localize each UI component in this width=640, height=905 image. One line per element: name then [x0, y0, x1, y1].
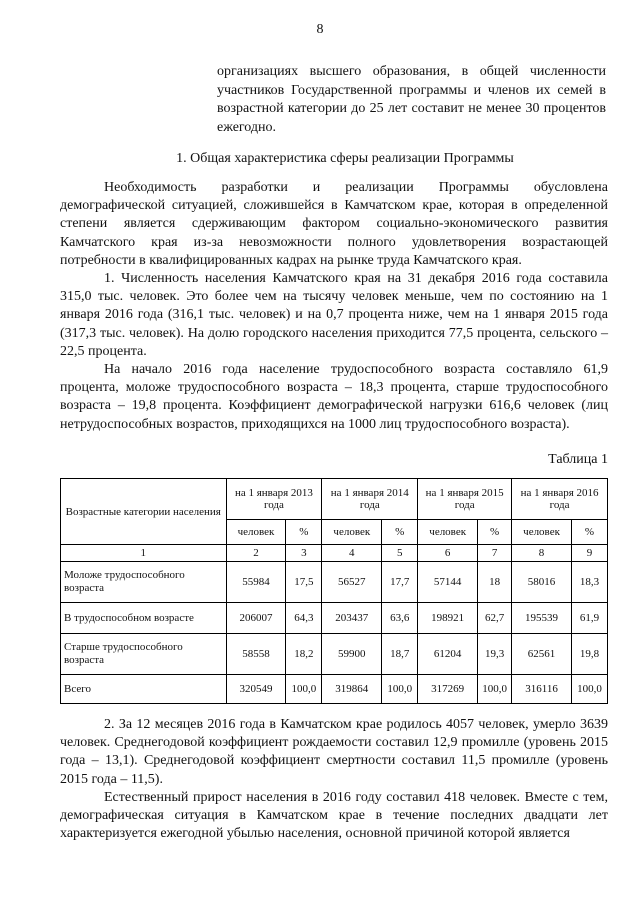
paragraph: На начало 2016 года население трудоспособного возраста составляло 61,9 процента, моложе трудоспособного возраста – 18,3 процента, старше трудоспособного возраста – 19,8 процента. Коэффициент демографической нагрузки 616,6 человек (лиц нетрудоспособных возрастов, приходящихся на 1000 лиц трудоспособного возраста).: [60, 362, 608, 432]
table-cell: 203437: [322, 603, 382, 634]
section-title: 1. Общая характеристика сферы реализации Программы: [176, 151, 514, 166]
table-cell: 100,0: [286, 675, 322, 704]
column-number: 5: [382, 545, 418, 562]
population-table: [60, 478, 608, 704]
unit-people: человек: [226, 520, 286, 545]
period-header: на 1 января 2016 года: [512, 479, 608, 520]
row-label: Старше трудоспособного возраста: [61, 634, 227, 675]
table-cell: 17,5: [286, 562, 322, 603]
table-caption: Таблица 1: [548, 452, 608, 467]
table-cell: 62561: [512, 634, 572, 675]
table-cell: 319864: [322, 675, 382, 704]
paragraph: 2. За 12 месяцев 2016 года в Камчатском крае родилось 4057 человек, умерло 3639 человек. Среднегодовой коэффициент рождаемости составил 12,9 промилле (уровень 2015 года – 13,1). Среднегодовой коэффициент смертности составил 11,5 промилле (уровень 2015 года – 11,5).: [60, 717, 608, 787]
unit-percent: %: [478, 520, 512, 545]
column-number-row: [61, 545, 608, 562]
unit-people: человек: [512, 520, 572, 545]
column-number: 9: [571, 545, 607, 562]
paragraph: 1. Численность населения Камчатского края на 31 декабря 2016 года составила 315,0 тыс. человек. Это более чем на тысячу человек меньше, чем по состоянию на 1 января 2016 года (316,1 тыс. человек) и на 0,7 процента ниже, чем на 1 января 2015 года (317,3 тыс. человек). На долю городского населения приходится 77,5 процента, сельского – 22,5 процента.: [60, 271, 608, 359]
unit-percent: %: [382, 520, 418, 545]
column-number: 7: [478, 545, 512, 562]
table-cell: 61,9: [571, 603, 607, 634]
table-cell: 56527: [322, 562, 382, 603]
column-number: 4: [322, 545, 382, 562]
category-header: Возрастные категории населения: [61, 479, 227, 545]
table-cell: 62,7: [478, 603, 512, 634]
table-row: [61, 634, 608, 675]
table-cell: 206007: [226, 603, 286, 634]
table-cell: 58558: [226, 634, 286, 675]
table-cell: 19,8: [571, 634, 607, 675]
table-cell: 59900: [322, 634, 382, 675]
period-header: на 1 января 2013 года: [226, 479, 322, 520]
table-row: [61, 562, 608, 603]
table-cell: 57144: [418, 562, 478, 603]
table-cell: 58016: [512, 562, 572, 603]
table-header-row: [61, 479, 608, 520]
table-cell: 100,0: [571, 675, 607, 704]
table-cell: 317269: [418, 675, 478, 704]
table-cell: 64,3: [286, 603, 322, 634]
period-header: на 1 января 2014 года: [322, 479, 418, 520]
table-row: [61, 603, 608, 634]
row-label: Моложе трудоспособного возраста: [61, 562, 227, 603]
column-number: 1: [61, 545, 227, 562]
intro-fragment: организациях высшего образования, в общей численности участников Государственной программы и членов их семей в возрастной категории до 25 лет составит не менее 30 процентов ежегодно.: [217, 64, 606, 135]
body-text-after-table: [60, 716, 608, 843]
table-cell: 55984: [226, 562, 286, 603]
table-cell: 19,3: [478, 634, 512, 675]
column-number: 2: [226, 545, 286, 562]
row-label: В трудоспособном возрасте: [61, 603, 227, 634]
table-cell: 18,2: [286, 634, 322, 675]
unit-people: человек: [418, 520, 478, 545]
column-number: 6: [418, 545, 478, 562]
table-cell: 100,0: [382, 675, 418, 704]
table-cell: 61204: [418, 634, 478, 675]
period-header: на 1 января 2015 года: [418, 479, 512, 520]
table-cell: 198921: [418, 603, 478, 634]
table-cell: 18,7: [382, 634, 418, 675]
row-label: Всего: [61, 675, 227, 704]
column-number: 3: [286, 545, 322, 562]
table-cell: 320549: [226, 675, 286, 704]
table-cell: 18: [478, 562, 512, 603]
table-cell: 100,0: [478, 675, 512, 704]
paragraph: Естественный прирост населения в 2016 году составил 418 человек. Вместе с тем, демографическая ситуация в Камчатском крае в течение последних двадцати лет характеризуется ежегодной убылью населения, основной причиной которой является: [60, 789, 608, 842]
unit-percent: %: [286, 520, 322, 545]
page-number: 8: [316, 22, 324, 37]
body-text-before-table: [60, 179, 608, 434]
table-cell: 17,7: [382, 562, 418, 603]
paragraph: Необходимость разработки и реализации Программы обусловлена демографической ситуацией, сложившейся в Камчатском крае, которая в определенной степени является сдерживающим фактором социально-экономического развития Камчатского края из-за невозможности полного удовлетворения возрастающей потребности в квалифицированных кадрах на рынке труда Камчатского края.: [60, 180, 608, 268]
column-number: 8: [512, 545, 572, 562]
table-cell: 195539: [512, 603, 572, 634]
table-cell: 316116: [512, 675, 572, 704]
unit-percent: %: [571, 520, 607, 545]
unit-people: человек: [322, 520, 382, 545]
table-cell: 63,6: [382, 603, 418, 634]
table-row: [61, 675, 608, 704]
table-cell: 18,3: [571, 562, 607, 603]
